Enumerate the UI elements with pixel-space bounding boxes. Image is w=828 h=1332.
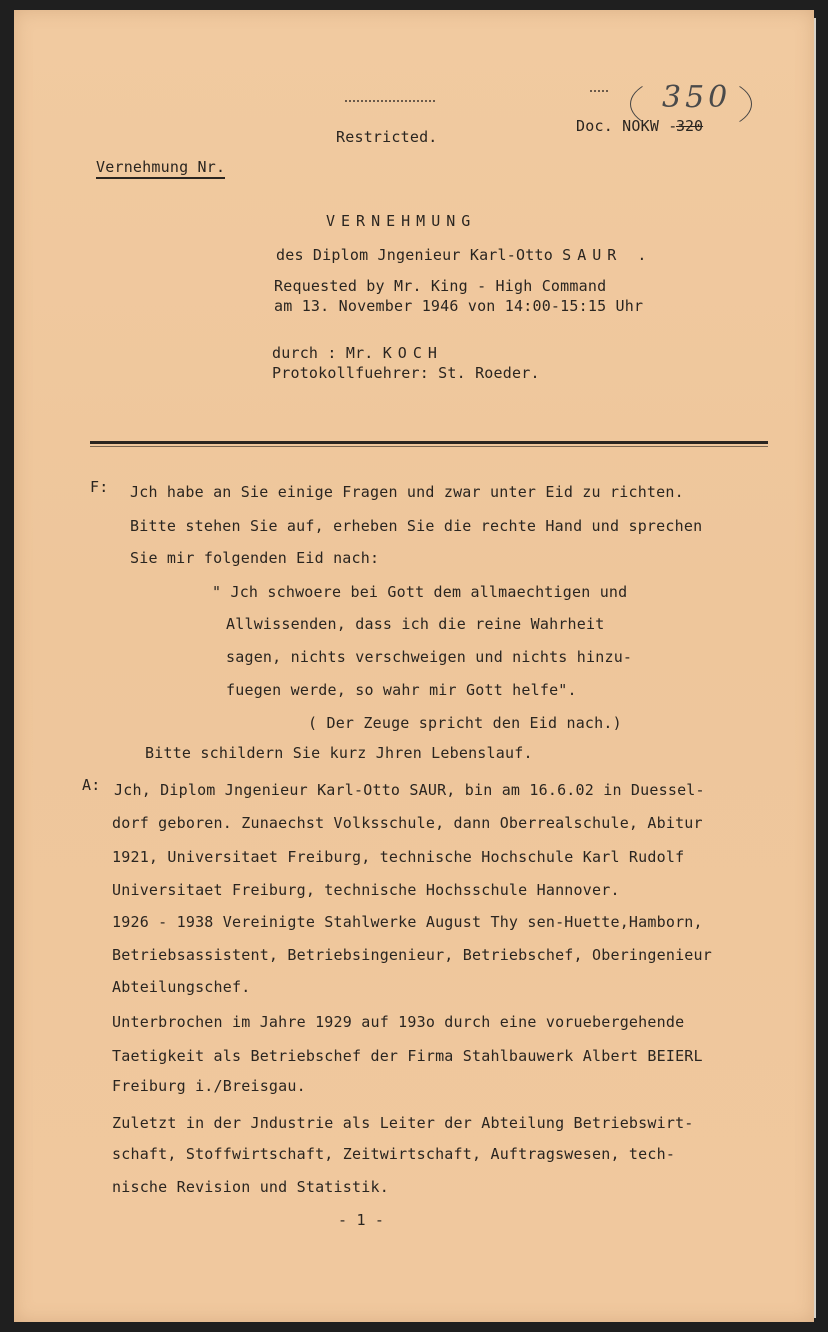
oath-note: ( Der Zeuge spricht den Eid nach.)	[308, 714, 622, 732]
answer-line: 1926 - 1938 Vereinigte Stahlwerke August Thy sen-Huette,Hamborn,	[112, 913, 703, 931]
answer-line: Betriebsassistent, Betriebsingenieur, Betriebschef, Oberingenieur	[112, 946, 712, 964]
answer-line: schaft, Stoffwirtschaft, Zeitwirtschaft, Auftragswesen, tech-	[112, 1145, 676, 1163]
separator-rule	[90, 441, 768, 444]
answer-line: Zuletzt in der Jndustrie als Leiter der Abteilung Betriebswirt-	[112, 1114, 694, 1132]
classification-label: Restricted.	[336, 128, 438, 146]
question-line: Bitte stehen Sie auf, erheben Sie die rechte Hand und sprechen	[130, 517, 703, 535]
oath-line: Allwissenden, dass ich die reine Wahrheit	[226, 615, 605, 633]
doc-number-struck: 320	[676, 117, 704, 135]
answer-line: Unterbrochen im Jahre 1929 auf 193o durch eine voruebergehende	[112, 1013, 685, 1031]
pencil-annotation-number: 350	[662, 80, 732, 115]
recorder: Protokollfuehrer: St. Roeder.	[272, 364, 540, 382]
answer-line: Abteilungschef.	[112, 978, 251, 996]
answer-line: Universitaet Freiburg, technische Hochsschule Hannover.	[112, 881, 620, 899]
separator-rule-shadow	[90, 446, 768, 447]
question-label: F:	[90, 478, 109, 496]
answer-line: Jch, Diplom Jngenieur Karl-Otto SAUR, bin am 16.6.02 in Duessel-	[114, 781, 705, 799]
conducted-by	[272, 344, 443, 362]
oath-line: sagen, nichts verschweigen und nichts hinzu-	[226, 648, 633, 666]
answer-line: 1921, Universitaet Freiburg, technische Hochschule Karl Rudolf	[112, 848, 685, 866]
answer-line: Freiburg i./Breisgau.	[112, 1077, 306, 1095]
interrogation-number: Vernehmung Nr.	[96, 158, 225, 179]
conducted-by-name: KOCH	[382, 344, 443, 362]
question-line: Jch habe an Sie einige Fragen und zwar unter Eid zu richten.	[130, 483, 684, 501]
subject-prefix: des Diplom Jngenieur Karl-Otto	[276, 246, 553, 264]
subject-line	[276, 246, 652, 264]
answer-line: Taetigkeit als Betriebschef der Firma Stahlbauwerk Albert BEIERL	[112, 1047, 703, 1065]
ink-specks	[345, 100, 435, 105]
date-time: am 13. November 1946 von 14:00-15:15 Uhr	[274, 297, 644, 315]
document-heading: VERNEHMUNG	[326, 212, 477, 230]
oath-line: " Jch schwoere bei Gott dem allmaechtigen und	[212, 583, 628, 601]
conducted-by-label: durch : Mr.	[272, 344, 374, 362]
page-number: - 1 -	[338, 1211, 385, 1229]
requested-by: Requested by Mr. King - High Command	[274, 277, 607, 295]
question-line: Sie mir folgenden Eid nach:	[130, 549, 380, 567]
question-2: Bitte schildern Sie kurz Jhren Lebenslauf.	[145, 744, 533, 762]
answer-line: dorf geboren. Zunaechst Volksschule, dann Oberrealschule, Abitur	[112, 814, 703, 832]
ink-specks	[590, 90, 608, 94]
oath-line: fuegen werde, so wahr mir Gott helfe".	[226, 681, 577, 699]
answer-label: A:	[82, 776, 101, 794]
subject-surname: SAUR .	[562, 246, 653, 264]
answer-line: nische Revision und Statistik.	[112, 1178, 389, 1196]
doc-number: Doc. NOKW -	[576, 117, 678, 135]
